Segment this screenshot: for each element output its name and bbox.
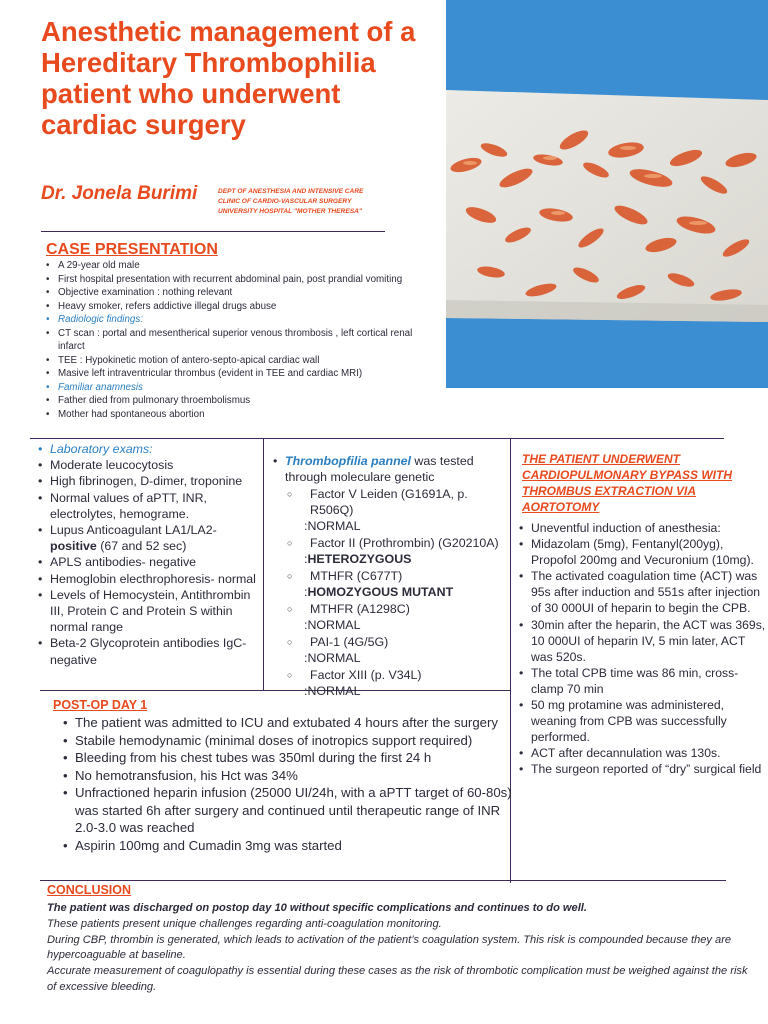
list-item: • Midazolam (5mg), Fentanyl(200yg), Propofol 200mg and Vecuronium (10mg). [531, 536, 767, 568]
list-item: • TEE : Hypokinetic motion of antero-septo-apical cardiac wall [58, 354, 438, 368]
laboratory-exams-list [50, 441, 265, 668]
conclusion-text [47, 901, 759, 996]
gene-result: :NORMAL [304, 618, 361, 632]
postop-list [75, 714, 515, 854]
thrombophilia-genes [285, 485, 510, 699]
list-item: • Unfractioned heparin infusion (25000 UI/24h, with a aPTT target of 60-80s) was started 6h after surgery and continued until therapeutic range of INR 2.0-3.0 was reached [75, 784, 515, 837]
gene-row [285, 667, 510, 699]
list-item: • The patient was admitted to ICU and extubated 4 hours after the surgery [75, 714, 515, 732]
list-item: • Hemoglobin electhrophoresis- normal [50, 571, 265, 587]
thrombus-specimen-photo [446, 0, 768, 388]
list-item: • The activated coagulation time (ACT) was 95s after induction and 551s after injection of 30 000UI of heparin to begin the CPB. [531, 568, 767, 616]
conclusion-line: Accurate measurement of coagulopathy is essential during these cases as the risk of thrombotic complication must be weighed against the risk of excessive bleeding. [47, 965, 748, 993]
list-item-radiologic-findings: • Radiologic findings: [58, 313, 438, 327]
list-item: • Uneventful induction of anesthesia: [531, 520, 767, 536]
gene-result: :NORMAL [304, 651, 361, 665]
list-item: • The surgeon reported of “dry” surgical field [531, 761, 767, 777]
conclusion-heading: CONCLUSION [47, 883, 132, 897]
list-item-lupus-anticoagulant: • Lupus Anticoagulant LA1/LA2- positive (67 and 52 sec) [50, 522, 265, 554]
list-item: • The total CPB time was 86 min, cross-clamp 70 min [531, 665, 767, 697]
list-item: • First hospital presentation with recurrent abdominal pain, post prandial vomiting [58, 273, 438, 287]
list-item: • A 29-year old male [58, 259, 438, 273]
list-item: • Father died from pulmonary throembolismus [58, 394, 438, 408]
list-item: • High fibrinogen, D-dimer, troponine [50, 473, 265, 489]
white-gauze [446, 90, 768, 322]
conclusion-line: During CBP, thrombin is generated, which leads to activation of the patient’s coagulation system. This risk is compounded because they are hypercoaguable at baseline. [47, 933, 732, 962]
list-item: • Aspirin 100mg and Cumadin 3mg was started [75, 837, 515, 855]
list-item-familiar-anamnesis: • Familiar anamnesis [58, 381, 438, 395]
gene-name: ○ PAI-1 (4G/5G) [285, 634, 510, 650]
case-presentation-heading: CASE PRESENTATION [46, 241, 218, 258]
gene-name: ○ MTHFR (A1298C) [285, 601, 510, 617]
cpb-heading: THE PATIENT UNDERWENT CARDIOPULMONARY BYPASS WITH THROMBUS EXTRACTION VIA AORTOTOMY [522, 452, 733, 514]
list-item: • ACT after decannulation was 130s. [531, 745, 767, 761]
thrombophilia-label: Thrombopfilia pannel [285, 454, 411, 468]
author-name: Dr. Jonela Burimi [41, 183, 198, 204]
list-item: • Beta-2 Glycoprotein antibodies IgC-negative [50, 635, 265, 667]
gene-name: ○ MTHFR (C677T) [285, 568, 510, 584]
postop-heading: POST-OP DAY 1 [53, 698, 148, 712]
header-divider [41, 231, 385, 232]
list-item: • Objective examination : nothing relevant [58, 286, 438, 300]
gene-result: :NORMAL [304, 519, 361, 533]
gene-result: :HETEROZYGOUS [304, 552, 412, 566]
gene-row [285, 535, 510, 567]
list-item: • Stabile hemodynamic (minimal doses of inotropics support required) [75, 732, 515, 750]
gene-row [285, 486, 510, 534]
cpb-list [531, 520, 767, 778]
conclusion-line: The patient was discharged on postop day 10 without specific complications and continues to do well. [47, 902, 587, 914]
laboratory-exams-heading: • Laboratory exams: [50, 441, 265, 457]
thrombophilia-intro: • Thrombopfilia pannel was tested through moleculare genetic [285, 453, 510, 485]
list-item: • CT scan : portal and mesentherical superior venous thrombosis , left cortical renal infarct [58, 327, 438, 354]
gene-result: :HOMOZYGOUS MUTANT [304, 585, 454, 599]
gene-row [285, 601, 510, 633]
list-item: • Masive left intraventricular thrombus (evident in TEE and cardiac MRI) [58, 367, 438, 381]
list-item: • APLS antibodies- negative [50, 554, 265, 570]
thrombophilia-panel [285, 453, 510, 485]
gene-result: :NORMAL [304, 684, 361, 698]
gene-name: ○ Factor V Leiden (G1691A, p. R506Q) [285, 486, 510, 518]
list-item: • Normal values of aPTT, INR, electrolytes, hemograme. [50, 490, 265, 522]
list-item: • Mother had spontaneous abortion [58, 408, 438, 422]
list-item: • Levels of Hemocystein, Antithrombin III, Protein C and Protein S within normal range [50, 587, 265, 636]
poster-title: Anesthetic management of a Hereditary Thrombophilia patient who underwent cardiac surgery [41, 16, 416, 140]
conclusion-line: These patients present unique challenges regarding anti-coagulation monitoring. [47, 917, 442, 930]
positive-label: positive [50, 539, 97, 554]
photo-illustration [446, 0, 768, 388]
gene-row [285, 634, 510, 666]
divider-lab-top [30, 438, 724, 439]
department-affiliation: DEPT OF ANESTHESIA AND INTENSIVE CARE CLINIC OF CARDIO-VASCULAR SURGERY UNIVERSITY HOSPITAL "MOTHER THERESA" [218, 188, 364, 215]
gene-name: ○ Factor XIII (p. V34L) [285, 667, 510, 683]
case-presentation-list [58, 259, 438, 421]
gene-name: ○ Factor II (Prothrombin) (G20210A) [285, 535, 510, 551]
list-item: • Moderate leucocytosis [50, 457, 265, 473]
list-item: • Bleeding from his chest tubes was 350ml during the first 24 h [75, 749, 515, 767]
list-item: • 30min after the heparin, the ACT was 369s, 10 000UI of heparin IV, 5 min later, ACT was 520s. [531, 617, 767, 665]
divider-conclusion-top [40, 880, 726, 881]
list-item: • 50 mg protamine was administered, weaning from CPB was successfully performed. [531, 697, 767, 745]
list-item: • Heavy smoker, refers addictive illegal drugs abuse [58, 300, 438, 314]
gene-row [285, 568, 510, 600]
list-item: • No hemotransfusion, his Hct was 34% [75, 767, 515, 785]
